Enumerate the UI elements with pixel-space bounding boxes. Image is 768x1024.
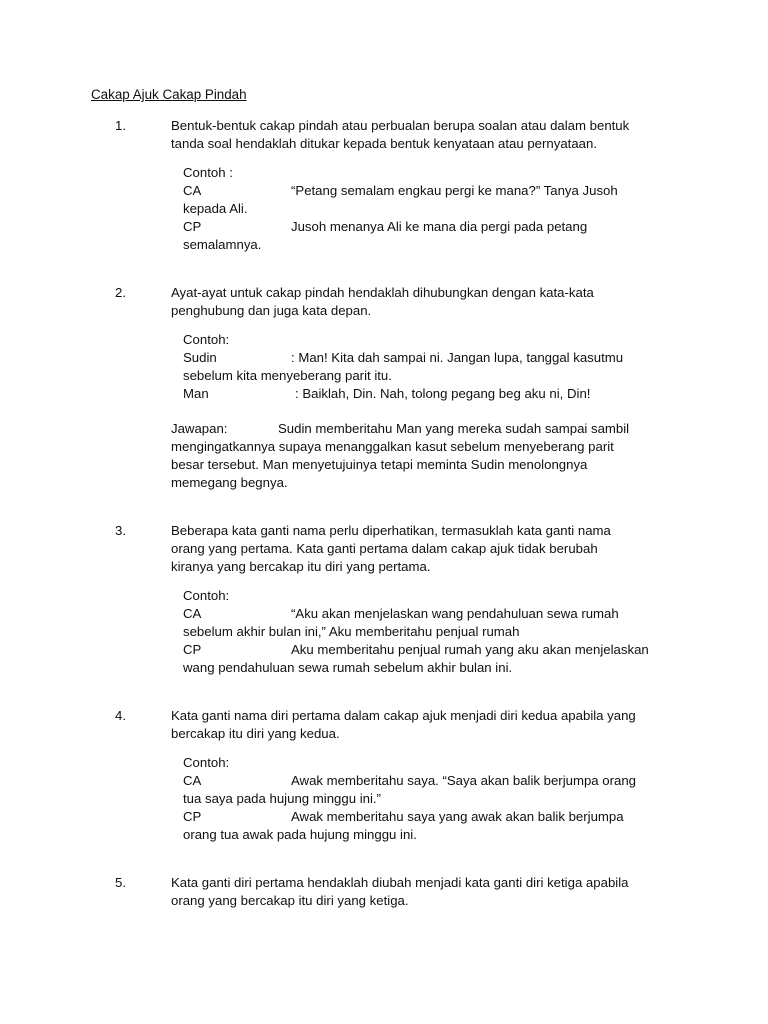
answer-line-2: mengingatkannya supaya menanggalkan kasut sebelum menyeberang parit — [171, 439, 614, 454]
item-3-line-1: Beberapa kata ganti nama perlu diperhatikan, termasuklah kata ganti nama — [171, 523, 611, 538]
item-5-line-2: orang yang bercakap itu diri yang ketiga. — [171, 893, 409, 908]
item-2-text — [171, 284, 681, 320]
item-1-line-1: Bentuk-bentuk cakap pindah atau perbualan berupa soalan atau dalam bentuk — [171, 118, 630, 133]
ca-text: Awak memberitahu saya. “Saya akan balik berjumpa orang — [291, 773, 637, 788]
item-3-number: 3. — [115, 523, 126, 538]
cp-label: CP — [183, 642, 202, 657]
ca-label: CA — [183, 606, 202, 621]
item-1-text — [171, 117, 681, 153]
item-4-line-1: Kata ganti nama diri pertama dalam cakap ajuk menjadi diri kedua apabila yang — [171, 708, 636, 723]
item-5-text — [171, 874, 681, 910]
ca-label: CA — [183, 773, 202, 788]
example-heading: Contoh : — [183, 165, 233, 180]
answer-line-4: memegang begnya. — [171, 475, 288, 490]
item-2-line-2: penghubung dan juga kata depan. — [171, 303, 372, 318]
ca-label: CA — [183, 183, 202, 198]
item-5-line-1: Kata ganti diri pertama hendaklah diubah menjadi kata ganti diri ketiga apabila — [171, 875, 629, 890]
item-4-number: 4. — [115, 708, 126, 723]
speaker-text-sudin: : Man! Kita dah sampai ni. Jangan lupa, tanggal kasutmu — [291, 350, 624, 365]
answer-first-line: Sudin memberitahu Man yang mereka sudah sampai sambil — [278, 421, 630, 436]
cp-label: CP — [183, 809, 202, 824]
speaker-continuation-sudin: sebelum kita menyeberang parit itu. — [183, 368, 392, 383]
answer-label: Jawapan: — [171, 421, 228, 436]
speaker-label-man: Man — [183, 386, 209, 401]
cp-continuation: semalamnya. — [183, 237, 262, 252]
ca-text: “Aku akan menjelaskan wang pendahuluan sewa rumah — [291, 606, 619, 621]
ca-continuation: kepada Ali. — [183, 201, 248, 216]
cp-text: Awak memberitahu saya yang awak akan balik berjumpa — [291, 809, 624, 824]
cp-label: CP — [183, 219, 202, 234]
speaker-label-sudin: Sudin — [183, 350, 217, 365]
cp-continuation: wang pendahuluan sewa rumah sebelum akhir bulan ini. — [183, 660, 513, 675]
ca-text: “Petang semalam engkau pergi ke mana?” Tanya Jusoh — [291, 183, 618, 198]
item-2-example — [183, 331, 683, 403]
cp-continuation: orang tua awak pada hujung minggu ini. — [183, 827, 417, 842]
cp-text: Aku memberitahu penjual rumah yang aku akan menjelaskan — [291, 642, 649, 657]
item-5-number: 5. — [115, 875, 126, 890]
item-3-example — [183, 587, 683, 677]
example-heading: Contoh: — [183, 755, 230, 770]
item-1-example — [183, 164, 683, 254]
example-heading: Contoh: — [183, 588, 230, 603]
item-4-line-2: bercakap itu diri yang kedua. — [171, 726, 340, 741]
page-title: Cakap Ajuk Cakap Pindah — [91, 87, 247, 102]
item-2-line-1: Ayat-ayat untuk cakap pindah hendaklah dihubungkan dengan kata-kata — [171, 285, 594, 300]
ca-continuation: sebelum akhir bulan ini,” Aku memberitahu penjual rumah — [183, 624, 520, 639]
cp-text: Jusoh menanya Ali ke mana dia pergi pada petang — [291, 219, 588, 234]
item-1-number: 1. — [115, 118, 126, 133]
item-3-line-3: kiranya yang bercakap itu diri yang pertama. — [171, 559, 431, 574]
item-2-number: 2. — [115, 285, 126, 300]
item-4-text — [171, 707, 681, 743]
example-heading: Contoh: — [183, 332, 230, 347]
item-3-text — [171, 522, 681, 576]
item-2-answer — [171, 420, 681, 492]
answer-line-3: besar tersebut. Man menyetujuinya tetapi meminta Sudin menolongnya — [171, 457, 588, 472]
item-1-line-2: tanda soal hendaklah ditukar kepada bentuk kenyataan atau pernyataan. — [171, 136, 597, 151]
item-4-example — [183, 754, 683, 844]
ca-continuation: tua saya pada hujung minggu ini.” — [183, 791, 381, 806]
item-3-line-2: orang yang pertama. Kata ganti pertama dalam cakap ajuk tidak berubah — [171, 541, 598, 556]
speaker-text-man: : Baiklah, Din. Nah, tolong pegang beg aku ni, Din! — [295, 386, 591, 401]
